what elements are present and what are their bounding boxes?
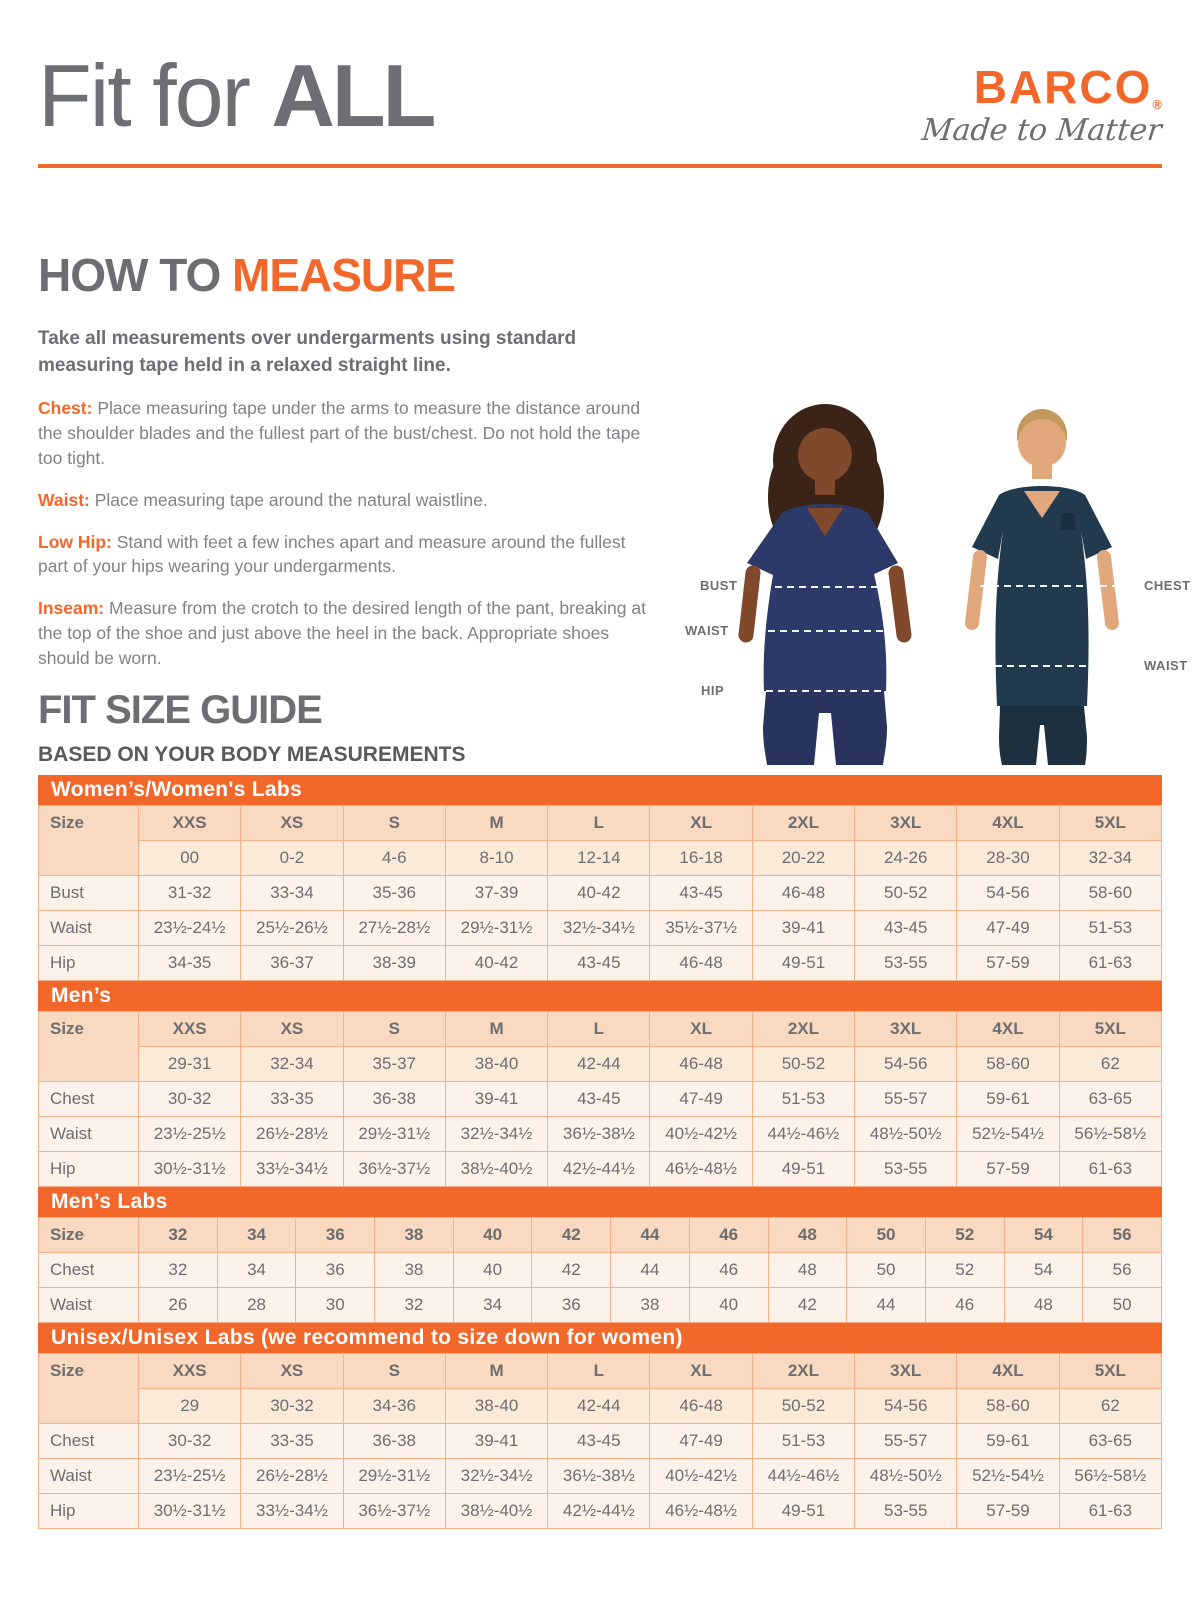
measure-item-text: Place measuring tape under the arms to measure the distance around the shoulder blades and the fullest part of the bust/chest. Do not hold the tape too tight. [38, 398, 641, 468]
size-header-cell: M [445, 1354, 547, 1389]
numeric-size-cell: 62 [1059, 1389, 1161, 1424]
table-cell: 51-53 [752, 1082, 854, 1117]
measure-item-text: Measure from the crotch to the desired length of the pant, breaking at the top of the shoe and just above the heel in the back. Appropriate shoes should be worn. [38, 598, 646, 668]
table-cell: 38½-40½ [445, 1152, 547, 1187]
row-label: Waist [39, 1117, 139, 1152]
measure-item [38, 396, 648, 471]
size-header-cell: 48 [768, 1218, 847, 1253]
table-cell: 36 [296, 1253, 375, 1288]
table-banner: Women’s/Women's Labs [38, 775, 1162, 805]
table-cell: 29½-31½ [445, 911, 547, 946]
table-cell: 33½-34½ [241, 1152, 343, 1187]
numeric-size-cell: 54-56 [855, 1047, 957, 1082]
table-cell: 39-41 [445, 1082, 547, 1117]
header [0, 0, 1200, 148]
numeric-size-cell: 50-52 [752, 1389, 854, 1424]
page-title-heavy: ALL [271, 46, 434, 145]
registered-mark-icon: ® [1152, 97, 1162, 112]
table-cell: 29½-31½ [343, 1117, 445, 1152]
table-cell: 29½-31½ [343, 1459, 445, 1494]
table-cell: 27½-28½ [343, 911, 445, 946]
numeric-size-cell: 24-26 [855, 841, 957, 876]
barco-wordmark: BARCO® [973, 61, 1162, 113]
table-header-row [39, 1218, 1162, 1253]
table-cell: 43-45 [548, 1424, 650, 1459]
table-cell: 43-45 [650, 876, 752, 911]
table-cell: 30½-31½ [139, 1152, 241, 1187]
table-cell: 55-57 [855, 1082, 957, 1117]
orange-divider [38, 164, 1162, 168]
table-cell: 63-65 [1059, 1082, 1161, 1117]
size-header-cell: L [548, 1354, 650, 1389]
measure-items [38, 396, 648, 671]
table-cell: 34-35 [139, 946, 241, 981]
size-tables [38, 775, 1162, 1529]
chest-label: CHEST [1144, 578, 1191, 593]
table-cell: 42 [532, 1253, 611, 1288]
size-header-cell: 5XL [1059, 806, 1161, 841]
table-cell: 23½-25½ [139, 1459, 241, 1494]
numeric-size-cell: 38-40 [445, 1389, 547, 1424]
table-cell: 40 [689, 1288, 768, 1323]
table-cell: 46 [689, 1253, 768, 1288]
size-header-cell: 36 [296, 1218, 375, 1253]
measure-item-label: Low Hip: [38, 531, 112, 552]
table-row [39, 1288, 1162, 1323]
table-cell: 52½-54½ [957, 1117, 1059, 1152]
table-cell: 40 [453, 1253, 532, 1288]
table-row [39, 1152, 1162, 1187]
size-header-cell: 4XL [957, 1354, 1059, 1389]
table-cell: 40-42 [548, 876, 650, 911]
size-table [38, 805, 1162, 981]
waist-right-label: WAIST [1144, 658, 1188, 673]
numeric-size-cell: 50-52 [752, 1047, 854, 1082]
table-cell: 61-63 [1059, 1494, 1161, 1529]
page-title-light: Fit for [38, 46, 272, 145]
table-row [39, 1253, 1162, 1288]
numeric-size-cell: 42-44 [548, 1047, 650, 1082]
waist-left-label: WAIST [685, 623, 729, 638]
row-label: Hip [39, 946, 139, 981]
size-header-cell: 5XL [1059, 1354, 1161, 1389]
table-cell: 44½-46½ [752, 1117, 854, 1152]
table-cell: 46-48 [650, 946, 752, 981]
numeric-size-cell: 16-18 [650, 841, 752, 876]
table-cell: 36-38 [343, 1082, 445, 1117]
table-cell: 26½-28½ [241, 1459, 343, 1494]
table-cell: 48 [1004, 1288, 1083, 1323]
page-title [38, 46, 434, 145]
table-cell: 33½-34½ [241, 1494, 343, 1529]
table-cell: 32 [375, 1288, 454, 1323]
numeric-size-cell: 46-48 [650, 1389, 752, 1424]
table-cell: 52½-54½ [957, 1459, 1059, 1494]
table-cell: 36½-38½ [548, 1117, 650, 1152]
numeric-size-cell: 8-10 [445, 841, 547, 876]
table-cell: 57-59 [957, 1494, 1059, 1529]
table-cell: 49-51 [752, 1152, 854, 1187]
table-cell: 54 [1004, 1253, 1083, 1288]
table-cell: 42½-44½ [548, 1152, 650, 1187]
table-cell: 36½-37½ [343, 1494, 445, 1529]
measure-intro: Take all measurements over undergarments using standard measuring tape held in a relaxed straight line. [38, 328, 577, 376]
numeric-size-cell: 58-60 [957, 1389, 1059, 1424]
size-header-cell: XXS [139, 1354, 241, 1389]
size-header-cell: 44 [611, 1218, 690, 1253]
numeric-size-cell: 46-48 [650, 1047, 752, 1082]
table-cell: 34 [453, 1288, 532, 1323]
fit-size-guide-section [38, 688, 1162, 1529]
size-header-cell: M [445, 806, 547, 841]
size-header-cell: XL [650, 806, 752, 841]
table-cell: 23½-24½ [139, 911, 241, 946]
size-header-cell: L [548, 806, 650, 841]
row-label: Chest [39, 1424, 139, 1459]
table-banner: Men’s [38, 981, 1162, 1011]
table-cell: 44 [847, 1288, 926, 1323]
table-cell: 32½-34½ [445, 1117, 547, 1152]
table-cell: 58-60 [1059, 876, 1161, 911]
table-cell: 42½-44½ [548, 1494, 650, 1529]
measure-item-text: Place measuring tape around the natural waistline. [89, 489, 488, 510]
table-cell: 26 [139, 1288, 218, 1323]
table-banner: Men’s Labs [38, 1187, 1162, 1217]
table-cell: 61-63 [1059, 1152, 1161, 1187]
table-cell: 28 [217, 1288, 296, 1323]
table-cell: 36½-37½ [343, 1152, 445, 1187]
table-cell: 40½-42½ [650, 1117, 752, 1152]
hip-label: HIP [701, 683, 725, 698]
table-cell: 37-39 [445, 876, 547, 911]
size-header-cell: XL [650, 1012, 752, 1047]
measure-item [38, 530, 648, 580]
table-cell: 52 [925, 1253, 1004, 1288]
table-cell: 39-41 [445, 1424, 547, 1459]
table-cell: 33-34 [241, 876, 343, 911]
numeric-size-cell: 32-34 [1059, 841, 1161, 876]
table-cell: 53-55 [855, 1152, 957, 1187]
table-cell: 49-51 [752, 1494, 854, 1529]
table-cell: 26½-28½ [241, 1117, 343, 1152]
size-column-header: Size [39, 1354, 139, 1424]
size-header-cell: 4XL [957, 1012, 1059, 1047]
size-header-cell: L [548, 1012, 650, 1047]
table-cell: 50 [847, 1253, 926, 1288]
table-cell: 40½-42½ [650, 1459, 752, 1494]
table-cell: 47-49 [957, 911, 1059, 946]
how-to-measure-title: HOW TO MEASURE [38, 249, 456, 301]
table-row [39, 911, 1162, 946]
numeric-size-cell: 54-56 [855, 1389, 957, 1424]
table-cell: 32½-34½ [548, 911, 650, 946]
size-header-cell: 40 [453, 1218, 532, 1253]
size-header-cell: XL [650, 1354, 752, 1389]
size-header-cell: 3XL [855, 1012, 957, 1047]
size-table-block [38, 981, 1162, 1187]
measure-item [38, 488, 648, 513]
numeric-size-cell: 00 [139, 841, 241, 876]
table-cell: 50-52 [855, 876, 957, 911]
table-cell: 48½-50½ [855, 1459, 957, 1494]
numeric-size-cell: 28-30 [957, 841, 1059, 876]
size-header-cell: XS [241, 1012, 343, 1047]
table-cell: 30-32 [139, 1082, 241, 1117]
barco-logo [922, 52, 1162, 148]
size-header-cell: 4XL [957, 806, 1059, 841]
size-header-cell: 2XL [752, 806, 854, 841]
size-table-block [38, 1323, 1162, 1529]
table-cell: 48 [768, 1253, 847, 1288]
table-cell: 48½-50½ [855, 1117, 957, 1152]
table-cell: 56½-58½ [1059, 1459, 1161, 1494]
table-row [39, 1494, 1162, 1529]
table-cell: 30 [296, 1288, 375, 1323]
size-table [38, 1217, 1162, 1323]
table-header-row [39, 1354, 1162, 1389]
how-to-measure-section [38, 248, 648, 671]
table-cell: 39-41 [752, 911, 854, 946]
table-cell: 36-37 [241, 946, 343, 981]
numeric-size-cell: 58-60 [957, 1047, 1059, 1082]
row-label: Hip [39, 1152, 139, 1187]
size-header-cell: M [445, 1012, 547, 1047]
table-cell: 30-32 [139, 1424, 241, 1459]
size-column-header: Size [39, 806, 139, 876]
table-header-row [39, 1012, 1162, 1047]
table-cell: 57-59 [957, 946, 1059, 981]
table-cell: 53-55 [855, 1494, 957, 1529]
table-row [39, 876, 1162, 911]
table-header-row [39, 806, 1162, 841]
size-header-cell: 42 [532, 1218, 611, 1253]
size-header-cell: XS [241, 1354, 343, 1389]
table-cell: 25½-26½ [241, 911, 343, 946]
numeric-size-cell: 42-44 [548, 1389, 650, 1424]
size-column-header: Size [39, 1012, 139, 1082]
table-cell: 33-35 [241, 1082, 343, 1117]
table-cell: 56 [1083, 1253, 1162, 1288]
row-label: Waist [39, 1288, 139, 1323]
size-header-cell: 54 [1004, 1218, 1083, 1253]
size-header-cell: 3XL [855, 806, 957, 841]
table-cell: 38 [611, 1288, 690, 1323]
table-cell: 36 [532, 1288, 611, 1323]
measure-item [38, 596, 648, 671]
row-label: Waist [39, 911, 139, 946]
fit-size-guide-title: FIT SIZE GUIDE [38, 688, 322, 732]
size-header-cell: 34 [217, 1218, 296, 1253]
table-cell: 46½-48½ [650, 1152, 752, 1187]
table-cell: 55-57 [855, 1424, 957, 1459]
size-header-cell: S [343, 1012, 445, 1047]
size-table [38, 1353, 1162, 1529]
table-cell: 34 [217, 1253, 296, 1288]
table-cell: 23½-25½ [139, 1117, 241, 1152]
size-table [38, 1011, 1162, 1187]
table-cell: 63-65 [1059, 1424, 1161, 1459]
table-cell: 42 [768, 1288, 847, 1323]
table-cell: 51-53 [1059, 911, 1161, 946]
numeric-size-cell: 29 [139, 1389, 241, 1424]
size-header-cell: 46 [689, 1218, 768, 1253]
size-table-block [38, 1187, 1162, 1323]
numeric-size-cell: 34-36 [343, 1389, 445, 1424]
size-header-cell: XXS [139, 806, 241, 841]
table-cell: 44 [611, 1253, 690, 1288]
size-header-cell: 2XL [752, 1354, 854, 1389]
table-cell: 53-55 [855, 946, 957, 981]
row-label: Hip [39, 1494, 139, 1529]
measure-item-label: Waist: [38, 489, 90, 510]
table-cell: 56½-58½ [1059, 1117, 1161, 1152]
size-header-cell: 50 [847, 1218, 926, 1253]
numeric-size-cell: 4-6 [343, 841, 445, 876]
table-subheader-row [39, 1047, 1162, 1082]
table-cell: 57-59 [957, 1152, 1059, 1187]
table-row [39, 1424, 1162, 1459]
table-cell: 35-36 [343, 876, 445, 911]
size-column-header: Size [39, 1218, 139, 1253]
numeric-size-cell: 20-22 [752, 841, 854, 876]
table-row [39, 1459, 1162, 1494]
numeric-size-cell: 38-40 [445, 1047, 547, 1082]
size-table-block [38, 775, 1162, 981]
table-cell: 36-38 [343, 1424, 445, 1459]
table-cell: 43-45 [548, 946, 650, 981]
table-cell: 31-32 [139, 876, 241, 911]
table-row [39, 946, 1162, 981]
table-cell: 38½-40½ [445, 1494, 547, 1529]
row-label: Bust [39, 876, 139, 911]
table-cell: 36½-38½ [548, 1459, 650, 1494]
table-cell: 44½-46½ [752, 1459, 854, 1494]
table-cell: 46½-48½ [650, 1494, 752, 1529]
fit-size-guide-subtitle: BASED ON YOUR BODY MEASUREMENTS [38, 743, 466, 766]
table-row [39, 1117, 1162, 1152]
measure-item-label: Chest: [38, 398, 93, 419]
table-cell: 61-63 [1059, 946, 1161, 981]
measure-item-text: Stand with feet a few inches apart and measure around the fullest part of your hips wearing your undergarments. [38, 531, 626, 577]
table-cell: 51-53 [752, 1424, 854, 1459]
table-row [39, 1082, 1162, 1117]
numeric-size-cell: 30-32 [241, 1389, 343, 1424]
size-header-cell: 2XL [752, 1012, 854, 1047]
row-label: Waist [39, 1459, 139, 1494]
logo-tagline: Made to Matter [920, 113, 1164, 148]
bust-label: BUST [700, 578, 738, 593]
table-cell: 50 [1083, 1288, 1162, 1323]
table-subheader-row [39, 1389, 1162, 1424]
table-subheader-row [39, 841, 1162, 876]
table-cell: 40-42 [445, 946, 547, 981]
table-cell: 32 [139, 1253, 218, 1288]
measure-item-label: Inseam: [38, 598, 105, 619]
table-cell: 46-48 [752, 876, 854, 911]
table-cell: 38 [375, 1253, 454, 1288]
table-cell: 33-35 [241, 1424, 343, 1459]
table-cell: 47-49 [650, 1424, 752, 1459]
size-header-cell: 5XL [1059, 1012, 1161, 1047]
size-header-cell: 56 [1083, 1218, 1162, 1253]
table-cell: 47-49 [650, 1082, 752, 1117]
table-cell: 59-61 [957, 1082, 1059, 1117]
numeric-size-cell: 0-2 [241, 841, 343, 876]
table-cell: 46 [925, 1288, 1004, 1323]
numeric-size-cell: 35-37 [343, 1047, 445, 1082]
size-header-cell: S [343, 806, 445, 841]
table-cell: 43-45 [548, 1082, 650, 1117]
size-header-cell: 3XL [855, 1354, 957, 1389]
table-cell: 30½-31½ [139, 1494, 241, 1529]
table-cell: 32½-34½ [445, 1459, 547, 1494]
size-header-cell: 38 [375, 1218, 454, 1253]
table-cell: 43-45 [855, 911, 957, 946]
table-banner: Unisex/Unisex Labs (we recommend to size down for women) [38, 1323, 1162, 1353]
table-cell: 59-61 [957, 1424, 1059, 1459]
row-label: Chest [39, 1082, 139, 1117]
numeric-size-cell: 62 [1059, 1047, 1161, 1082]
size-header-cell: 52 [925, 1218, 1004, 1253]
numeric-size-cell: 32-34 [241, 1047, 343, 1082]
row-label: Chest [39, 1253, 139, 1288]
table-cell: 54-56 [957, 876, 1059, 911]
table-cell: 35½-37½ [650, 911, 752, 946]
numeric-size-cell: 12-14 [548, 841, 650, 876]
size-header-cell: S [343, 1354, 445, 1389]
size-header-cell: 32 [139, 1218, 218, 1253]
size-header-cell: XS [241, 806, 343, 841]
table-cell: 49-51 [752, 946, 854, 981]
table-cell: 38-39 [343, 946, 445, 981]
numeric-size-cell: 29-31 [139, 1047, 241, 1082]
size-header-cell: XXS [139, 1012, 241, 1047]
